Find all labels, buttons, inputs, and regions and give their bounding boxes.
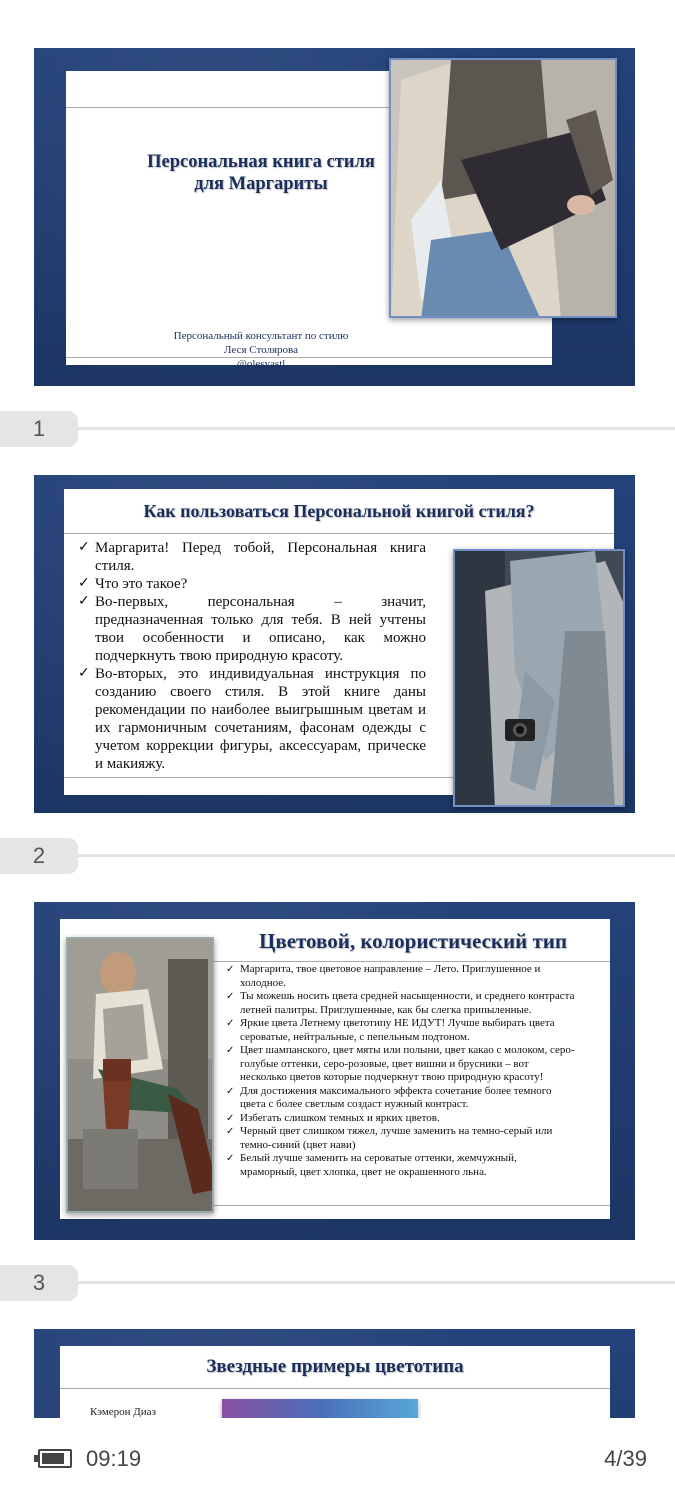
slide-number-bar-3: [0, 1265, 675, 1303]
bullet-item: ✓ Во-вторых, это индивидуальная инструкция по созданию своего стиля. В этой книге даны рекомендации по наиболее выигрышным цветам и их гармоничным сочетаниям, фасонам одежды с учетом коррекции фигуры, аксессуарам, прическе и макияжу.: [78, 665, 426, 773]
slide-2-title: Как пользоваться Персональной книгой стиля?: [143, 501, 535, 521]
bullet-item: ✓ Что это такое?: [78, 575, 426, 593]
separator-line: [78, 854, 675, 857]
bullet-item: ✓ Ты можешь носить цвета средней насыщенности, и среднего контраста летней палитры. Приглушенные, как бы слегка припыленные.: [226, 990, 576, 1017]
slide-number: 2: [32, 843, 46, 868]
slide-number-bar-2: [0, 838, 675, 876]
title-line-1: Персональная книга стиля: [147, 152, 375, 172]
slide-4-title: Звездные примеры цветотипа: [206, 1356, 464, 1377]
slide-3-title: Цветовой, колористический тип: [259, 929, 567, 953]
celebrity-name: Кэмерон Диаз: [90, 1406, 156, 1418]
divider: [64, 533, 614, 534]
slide-number-bar-1: [0, 411, 675, 449]
page-indicator: 4/39: [604, 1446, 647, 1471]
coat-outfit-image: [391, 60, 617, 318]
divider: [66, 357, 552, 358]
status-bar: [0, 1418, 675, 1500]
scarf-outfit-image: [455, 551, 625, 807]
slide-1-photo: [389, 58, 617, 318]
bullet-list: [226, 963, 576, 1179]
slide-number: 1: [32, 416, 46, 441]
slide-3-photo: [66, 937, 214, 1213]
slide-4-panel: [60, 1346, 610, 1418]
bullet-item: ✓ Для достижения максимального эффекта сочетание более темного цвета с более светлым создаст нужный контраст.: [226, 1085, 576, 1112]
slide-2[interactable]: [34, 475, 635, 813]
divider: [210, 1205, 610, 1206]
bullet-item: ✓ Цвет шампанского, цвет мяты или полыни, цвет какао с молоком, серо-голубые оттенки, серо-розовые, цвет вишни и брусники – вот несколько цветов которые подчеркнут твою природную красоту!: [226, 1044, 576, 1085]
bullet-item: ✓ Яркие цвета Летнему цветотипу НЕ ИДУТ! Лучше выбирать цвета сероватые, нейтральные, с пепельным подтоном.: [226, 1017, 576, 1044]
bullet-item: ✓ Маргарита! Перед тобой, Персональная книга стиля.: [78, 539, 426, 575]
bullet-item: ✓ Белый лучше заменить на сероватые оттенки, жемчужный, мраморный, цвет хлопка, цвет не окрашенного льна.: [226, 1152, 576, 1179]
title-line-2: для Маргариты: [194, 174, 328, 194]
separator-line: [78, 1281, 675, 1284]
slide-3[interactable]: [34, 902, 635, 1240]
slide-number: 3: [32, 1270, 46, 1295]
consultant-role: Персональный консультант по стилю: [173, 330, 349, 342]
divider: [210, 961, 610, 962]
slide-4-photo: [222, 1399, 418, 1418]
summer-type-outfit-image: [68, 939, 214, 1213]
consultant-handle: @olesyastl: [236, 358, 286, 370]
bullet-item: ✓ Черный цвет слишком тяжел, лучше заменить на темно-серый или темно-синий (цвет нави): [226, 1125, 576, 1152]
bullet-item: ✓ Во-первых, персональная – значит, предназначенная только для тебя. В ней учтены твои особенности и описано, как можно подчеркнуть твою природную красоту.: [78, 593, 426, 665]
consultant-info: [66, 329, 456, 371]
bullet-list: [78, 539, 426, 773]
clock: 09:19: [86, 1446, 142, 1471]
bullet-item: ✓ Избегать слишком темных и ярких цветов.: [226, 1112, 576, 1126]
slide-4[interactable]: [34, 1329, 635, 1418]
bullet-item: ✓ Маргарита, твое цветовое направление – Лето. Приглушенное и холодное.: [226, 963, 576, 990]
divider: [60, 1388, 610, 1389]
battery-icon: [34, 1449, 72, 1468]
slide-1[interactable]: [34, 48, 635, 386]
slide-2-photo: [453, 549, 625, 807]
consultant-name: Леся Столярова: [224, 344, 298, 356]
separator-line: [78, 427, 675, 430]
